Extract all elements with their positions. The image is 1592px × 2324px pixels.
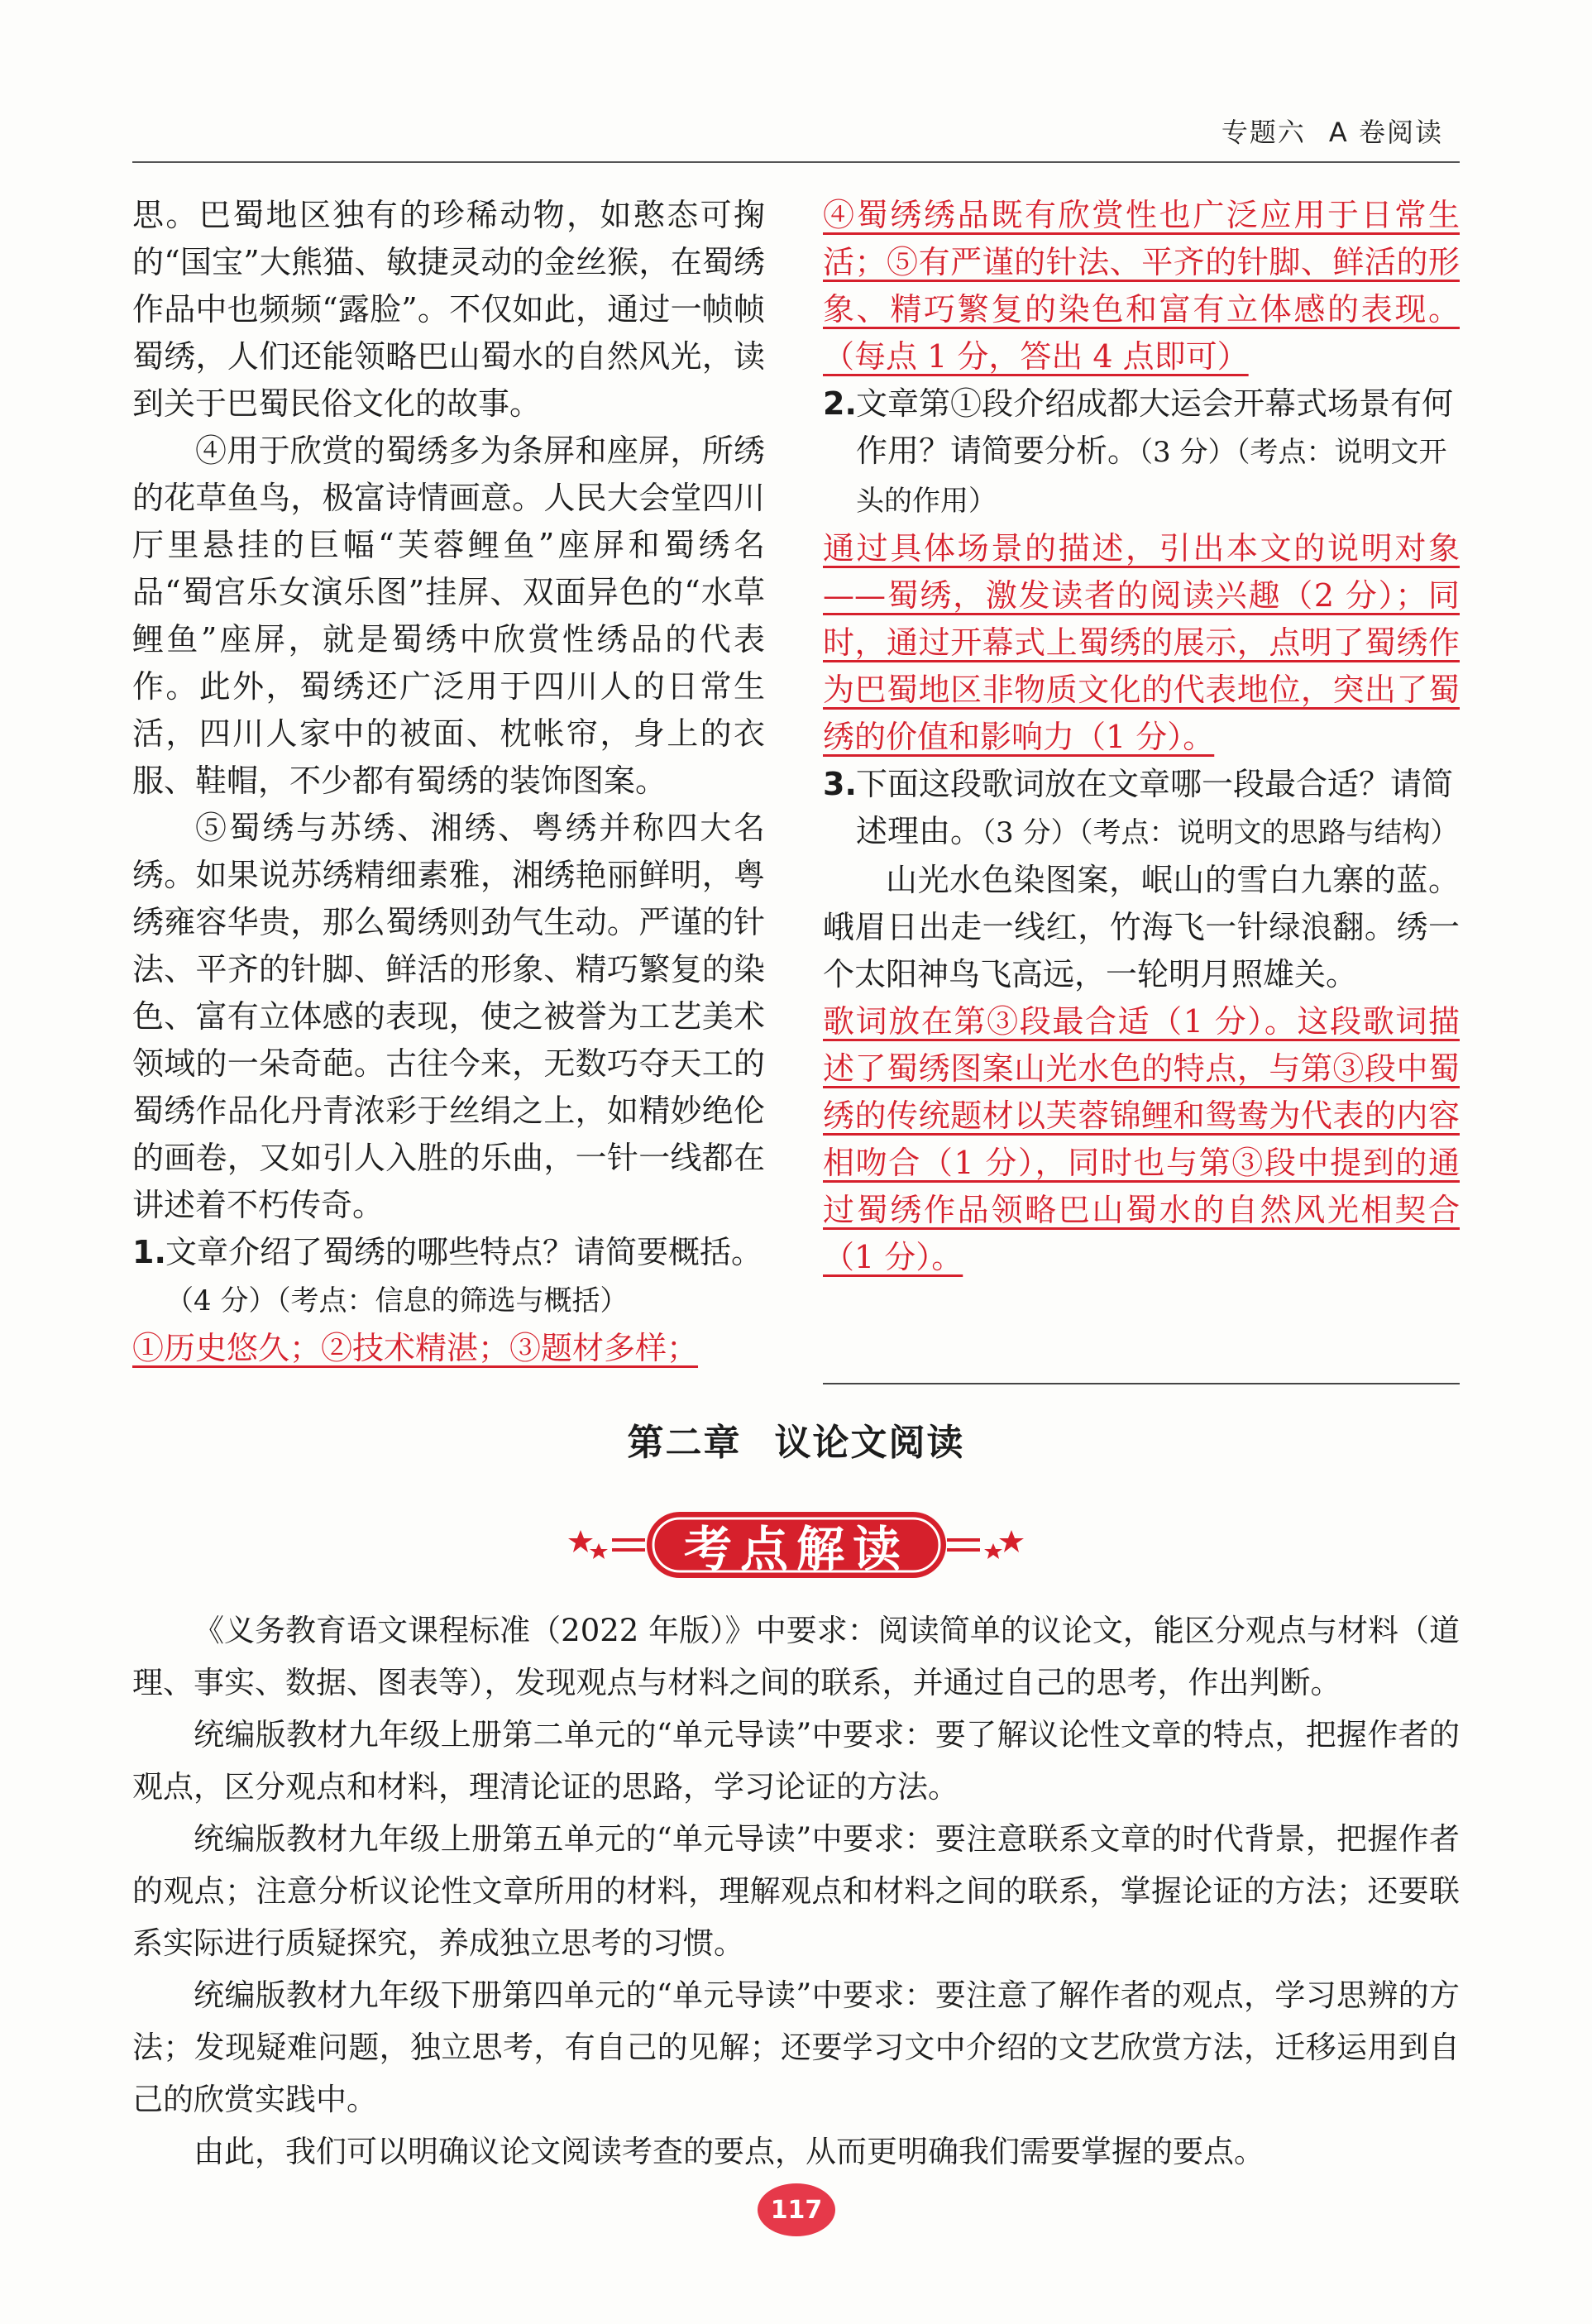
star-icon	[568, 1530, 593, 1552]
answer-2: 通过具体场景的描述，引出本文的说明对象——蜀绣，激发读者的阅读兴趣（2 分）；同时，通过开幕式上蜀绣的展示，点明了蜀绣作为巴蜀地区非物质文化的代表地位，突出了蜀绣的价值和影响力（1 分）。	[823, 530, 1460, 755]
chapter-title: 议论文阅读	[774, 1422, 965, 1464]
body-paragraph: 统编版教材九年级上册第五单元的“单元导读”中要求：要注意联系文章的时代背景，把握作者的观点；注意分析议论性文章所用的材料，理解观点和材料之间的联系，掌握论证的方法；还要联系实际进行质疑探究，养成独立思考的习惯。	[132, 1821, 1460, 1961]
question-1-number: 1.	[132, 1234, 166, 1270]
chapter-heading	[0, 1413, 1592, 1466]
chapter-number: 第二章	[627, 1422, 742, 1464]
question-2-number: 2.	[823, 385, 857, 422]
question-3-text: 下面这段歌词放在文章哪一段最合适？请简述理由。	[856, 766, 1454, 849]
header-rule	[132, 161, 1460, 163]
header-section: A 卷阅读	[1328, 117, 1443, 148]
paragraph-4: ④用于欣赏的蜀绣多为条屏和座屏，所绣的花草鱼鸟，极富诗情画意。人民大会堂四川厅里悬挂的巨幅“芙蓉鲤鱼”座屏和蜀绣名品“蜀宫乐女演乐图”挂屏、双面异色的“水草鲤鱼”座屏，就是蜀绣中欣赏性绣品的代表作。此外，蜀绣还广泛用于四川人的日常生活，四川人家中的被面、枕帐帘，身上的衣服、鞋帽，不少都有蜀绣的装饰图案。	[132, 433, 765, 799]
question-3-number: 3.	[823, 766, 857, 802]
running-header	[1221, 112, 1443, 150]
question-1-text: 文章介绍了蜀绣的哪些特点？请简要概括。	[165, 1234, 763, 1270]
question-1-meta: （4 分）（考点：信息的筛选与概括）	[165, 1284, 629, 1317]
paragraph-3-end: 思。巴蜀地区独有的珍稀动物，如憨态可掬的“国宝”大熊猫、敏捷灵动的金丝猴，在蜀绣作品中也频频“露脸”。不仅如此，通过一帧帧蜀绣，人们还能领略巴山蜀水的自然风光，读到关于巴蜀民俗文化的故事。	[132, 197, 765, 422]
page-number: 117	[758, 2183, 835, 2236]
body-paragraph: 统编版教材九年级下册第四单元的“单元导读”中要求：要注意了解作者的观点，学习思辨的方法；发现疑难问题，独立思考，有自己的见解；还要学习文中介绍的文艺欣赏方法，迁移运用到自己的欣赏实践中。	[132, 1977, 1460, 2117]
body-paragraph: 统编版教材九年级上册第二单元的“单元导读”中要求：要了解议论性文章的特点，把握作者的观点，区分观点和材料，理清论证的思路，学习论证的方法。	[132, 1717, 1460, 1805]
section-body	[132, 1604, 1460, 2178]
question-2-meta: （3 分）（考点：说明文开头的作用）	[856, 436, 1447, 518]
banner-text: 考点解读	[683, 1521, 909, 1577]
right-column	[823, 192, 1460, 1281]
question-2-text: 文章第①段介绍成都大运会开幕式场景有何作用？请简要分析。	[856, 385, 1454, 469]
answer-3: 歌词放在第③段最合适（1 分）。这段歌词描述了蜀绣图案山光水色的特点，与第③段中蜀绣的传统题材以芙蓉锦鲤和鸳鸯为代表的内容相吻合（1 分），同时也与第③段中提到的通过蜀绣作品领略巴山蜀水的自然风光相契合（1 分）。	[823, 1003, 1460, 1275]
question-3-meta: （3 分）（考点：说明文的思路与结构）	[982, 816, 1459, 849]
paragraph-5: ⑤蜀绣与苏绣、湘绣、粤绣并称四大名绣。如果说苏绣精细素雅，湘绣艳丽鲜明，粤绣雍容华贵，那么蜀绣则劲气生动。严谨的针法、平齐的针脚、鲜活的形象、精巧繁复的染色、富有立体感的表现，使之被誉为工艺美术领域的一朵奇葩。古往今来，无数巧夺天工的蜀绣作品化丹青浓彩于丝绢之上，如精妙绝伦的画卷，又如引人入胜的乐曲，一针一线都在讲述着不朽传奇。	[132, 810, 765, 1223]
left-column	[132, 192, 765, 1372]
body-paragraph: 由此，我们可以明确议论文阅读考查的要点，从而更明确我们需要掌握的要点。	[194, 2134, 1265, 2169]
right-column-rule	[823, 1383, 1460, 1384]
question-3	[823, 761, 1460, 857]
answer-1-start: ①历史悠久；②技术精湛；③题材多样；	[132, 1330, 699, 1366]
question-2	[823, 380, 1460, 525]
lyric: 山光水色染图案，岷山的雪白九寨的蓝。峨眉日出走一线红，竹海飞一针绿浪翻。绣一个太阳神鸟飞高远，一轮明月照雄关。	[823, 862, 1460, 992]
answer-1-continued: ④蜀绣绣品既有欣赏性也广泛应用于日常生活；⑤有严谨的针法、平齐的针脚、鲜活的形象、精巧繁复的染色和富有立体感的表现。（每点 1 分，答出 4 点即可）	[823, 197, 1460, 375]
question-1	[132, 1229, 765, 1325]
star-icon	[984, 1543, 1002, 1559]
header-topic: 专题六	[1221, 117, 1306, 148]
star-icon	[590, 1543, 608, 1559]
star-icon	[999, 1530, 1024, 1552]
section-banner	[562, 1505, 1030, 1588]
body-paragraph: 《义务教育语文课程标准（2022 年版）》中要求：阅读简单的议论文，能区分观点与材料（道理、事实、数据、图表等），发现观点与材料之间的联系，并通过自己的思考，作出判断。	[132, 1613, 1460, 1700]
